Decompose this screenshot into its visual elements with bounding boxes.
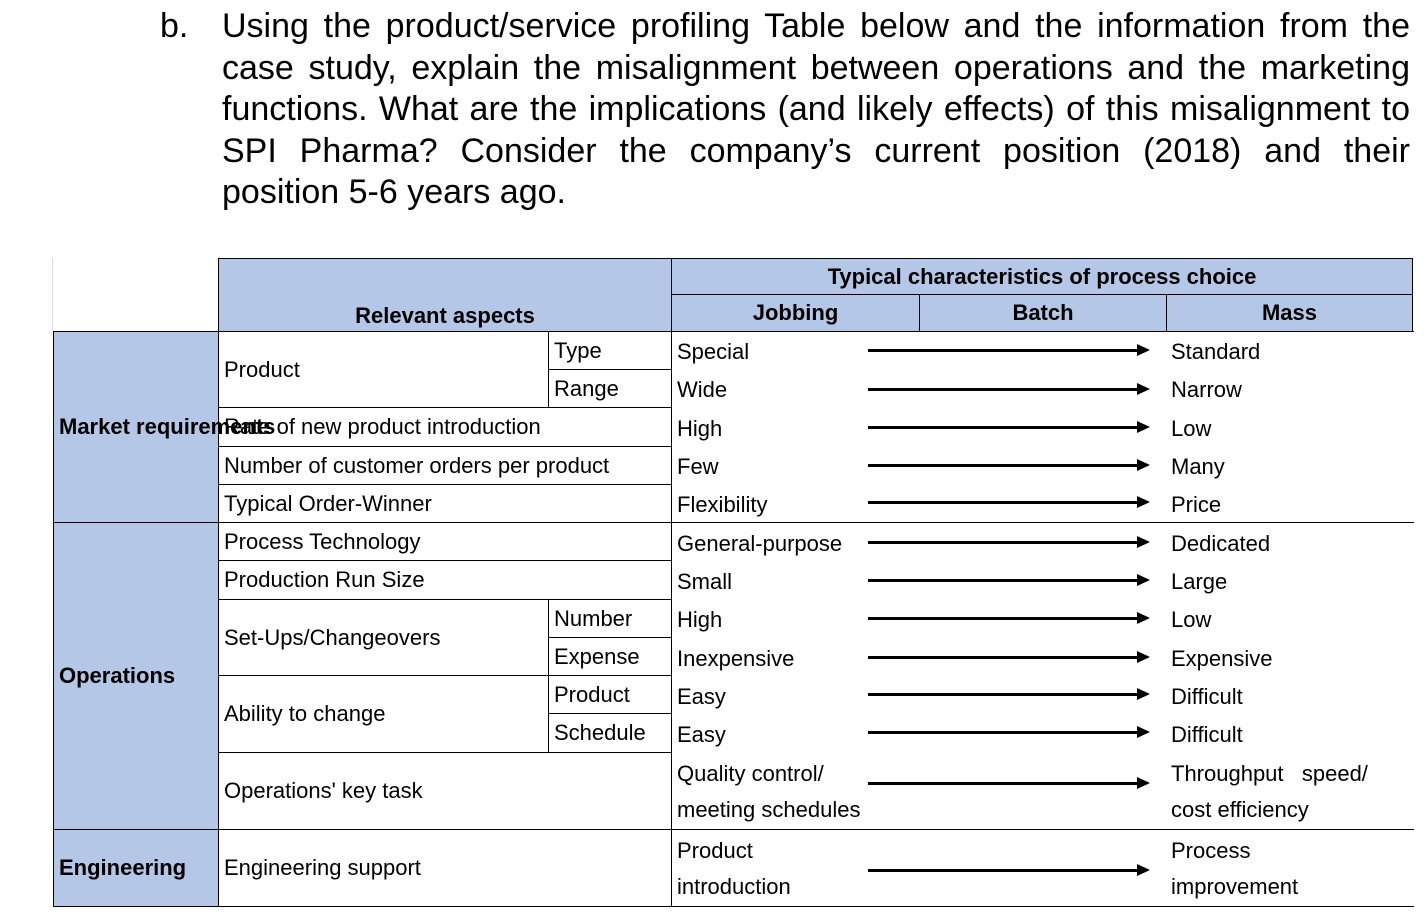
value-from: High [677,607,723,632]
value-from: meeting schedules [677,797,861,822]
question-label: b. [160,7,189,45]
header-relevant-aspects [218,258,672,332]
header-mass [1166,294,1413,332]
question-text: Using the product/service profiling Table below and the information from the case study, explain the misalignment between operations and the marketing functions. What are the implications (and likely effects) of this misalignment to SPI Pharma? Consider the company’s current position (2018) and their position 5-6 years ago. [222,7,1410,211]
aspect-product-type [548,331,672,370]
aspect-ability-schedule [548,713,672,753]
header-process-choice-label: Typical characteristics of process choice [827,263,1257,289]
group-operations [53,522,219,830]
value-from: Quality control/ [677,761,824,786]
value-from: Few [677,454,719,479]
value-to: Difficult [1171,684,1243,709]
value-from: Inexpensive [677,646,795,671]
group-engineering [53,829,219,907]
aspect-ability-to-change [218,675,549,753]
arrow-right-icon [868,869,1138,872]
arrow-right-icon [868,426,1138,429]
value-from: Wide [677,377,728,402]
aspect-setups [218,599,549,676]
aspect-setups-expense [548,637,672,676]
value-from: Product [677,838,753,863]
arrow-right-icon [868,541,1138,544]
value-to: Low [1171,607,1212,632]
header-mass-label: Mass [1261,300,1318,325]
arrow-right-icon [868,731,1138,734]
aspect-product-range [548,369,672,408]
aspect-setups-number [548,599,672,638]
aspect-key-task-label: Operations' key task [224,778,423,803]
aspect-order-winner [218,484,672,523]
group-engineering-label: Engineering [59,855,187,880]
aspect-ability-schedule-label: Schedule [554,720,646,745]
header-jobbing-label: Jobbing [752,300,839,325]
aspect-order-winner-label: Typical Order-Winner [224,490,432,516]
aspect-key-task [218,752,672,830]
value-to: cost efficiency [1171,797,1309,822]
value-to: Price [1171,492,1222,517]
value-to: Dedicated [1171,531,1271,556]
value-to: Expensive [1171,646,1273,671]
value-from: introduction [677,874,791,899]
arrow-right-icon [868,693,1138,696]
value-from: General-purpose [677,531,843,556]
group-operations-label: Operations [59,663,176,688]
aspect-setups-number-label: Number [554,605,633,631]
aspect-ability-to-change-label: Ability to change [224,701,386,726]
aspect-ability-product-label: Product [554,681,630,707]
aspect-orders-per-product [218,446,672,485]
value-to: Process [1171,838,1251,863]
aspect-product-type-label: Type [554,337,602,363]
value-from: Small [677,569,733,594]
arrow-right-icon [868,388,1138,391]
aspect-rate-new-product-label: Rate of new product introduction [224,414,541,439]
header-batch [919,294,1167,332]
aspect-run-size-label: Production Run Size [224,567,425,592]
aspect-product-label: Product [224,356,300,382]
header-process-choice [671,258,1413,295]
value-from: Easy [677,684,726,709]
aspect-ability-product [548,675,672,714]
aspect-engineering-support-label: Engineering support [224,855,421,880]
value-to: Low [1171,416,1212,441]
value-to: Standard [1171,339,1261,364]
aspect-process-technology-label: Process Technology [224,528,421,554]
value-from: Easy [677,722,726,747]
aspect-orders-per-product-label: Number of customer orders per product [224,452,610,478]
aspect-setups-expense-label: Expense [554,643,640,669]
aspect-run-size [218,560,672,600]
arrow-right-icon [868,349,1138,352]
value-to: improvement [1171,874,1299,899]
aspect-product-range-label: Range [554,375,619,401]
value-from: High [677,416,723,441]
value-to: Narrow [1171,377,1242,402]
header-relevant-aspects-label: Relevant aspects [355,303,535,328]
header-batch-label: Batch [1012,300,1074,325]
value-from: Special [677,339,750,364]
arrow-right-icon [868,782,1138,785]
arrow-right-icon [868,501,1138,504]
value-to: Large [1171,569,1228,594]
header-jobbing [671,294,920,332]
arrow-right-icon [868,464,1138,467]
value-from: Flexibility [677,492,768,517]
aspect-setups-label: Set-Ups/Changeovers [224,624,441,650]
aspect-rate-new-product [218,407,672,447]
value-to: Throughput speed/ [1171,761,1368,786]
value-to: Difficult [1171,722,1243,747]
arrow-right-icon [868,617,1138,620]
arrow-right-icon [868,579,1138,582]
value-to: Many [1171,454,1225,479]
aspect-product [218,331,549,408]
table-corner-line [52,258,53,331]
arrow-right-icon [868,656,1138,659]
group-market-requirements-label: Market requirements [59,414,276,439]
aspect-engineering-support [218,829,672,907]
aspect-process-technology [218,522,672,561]
